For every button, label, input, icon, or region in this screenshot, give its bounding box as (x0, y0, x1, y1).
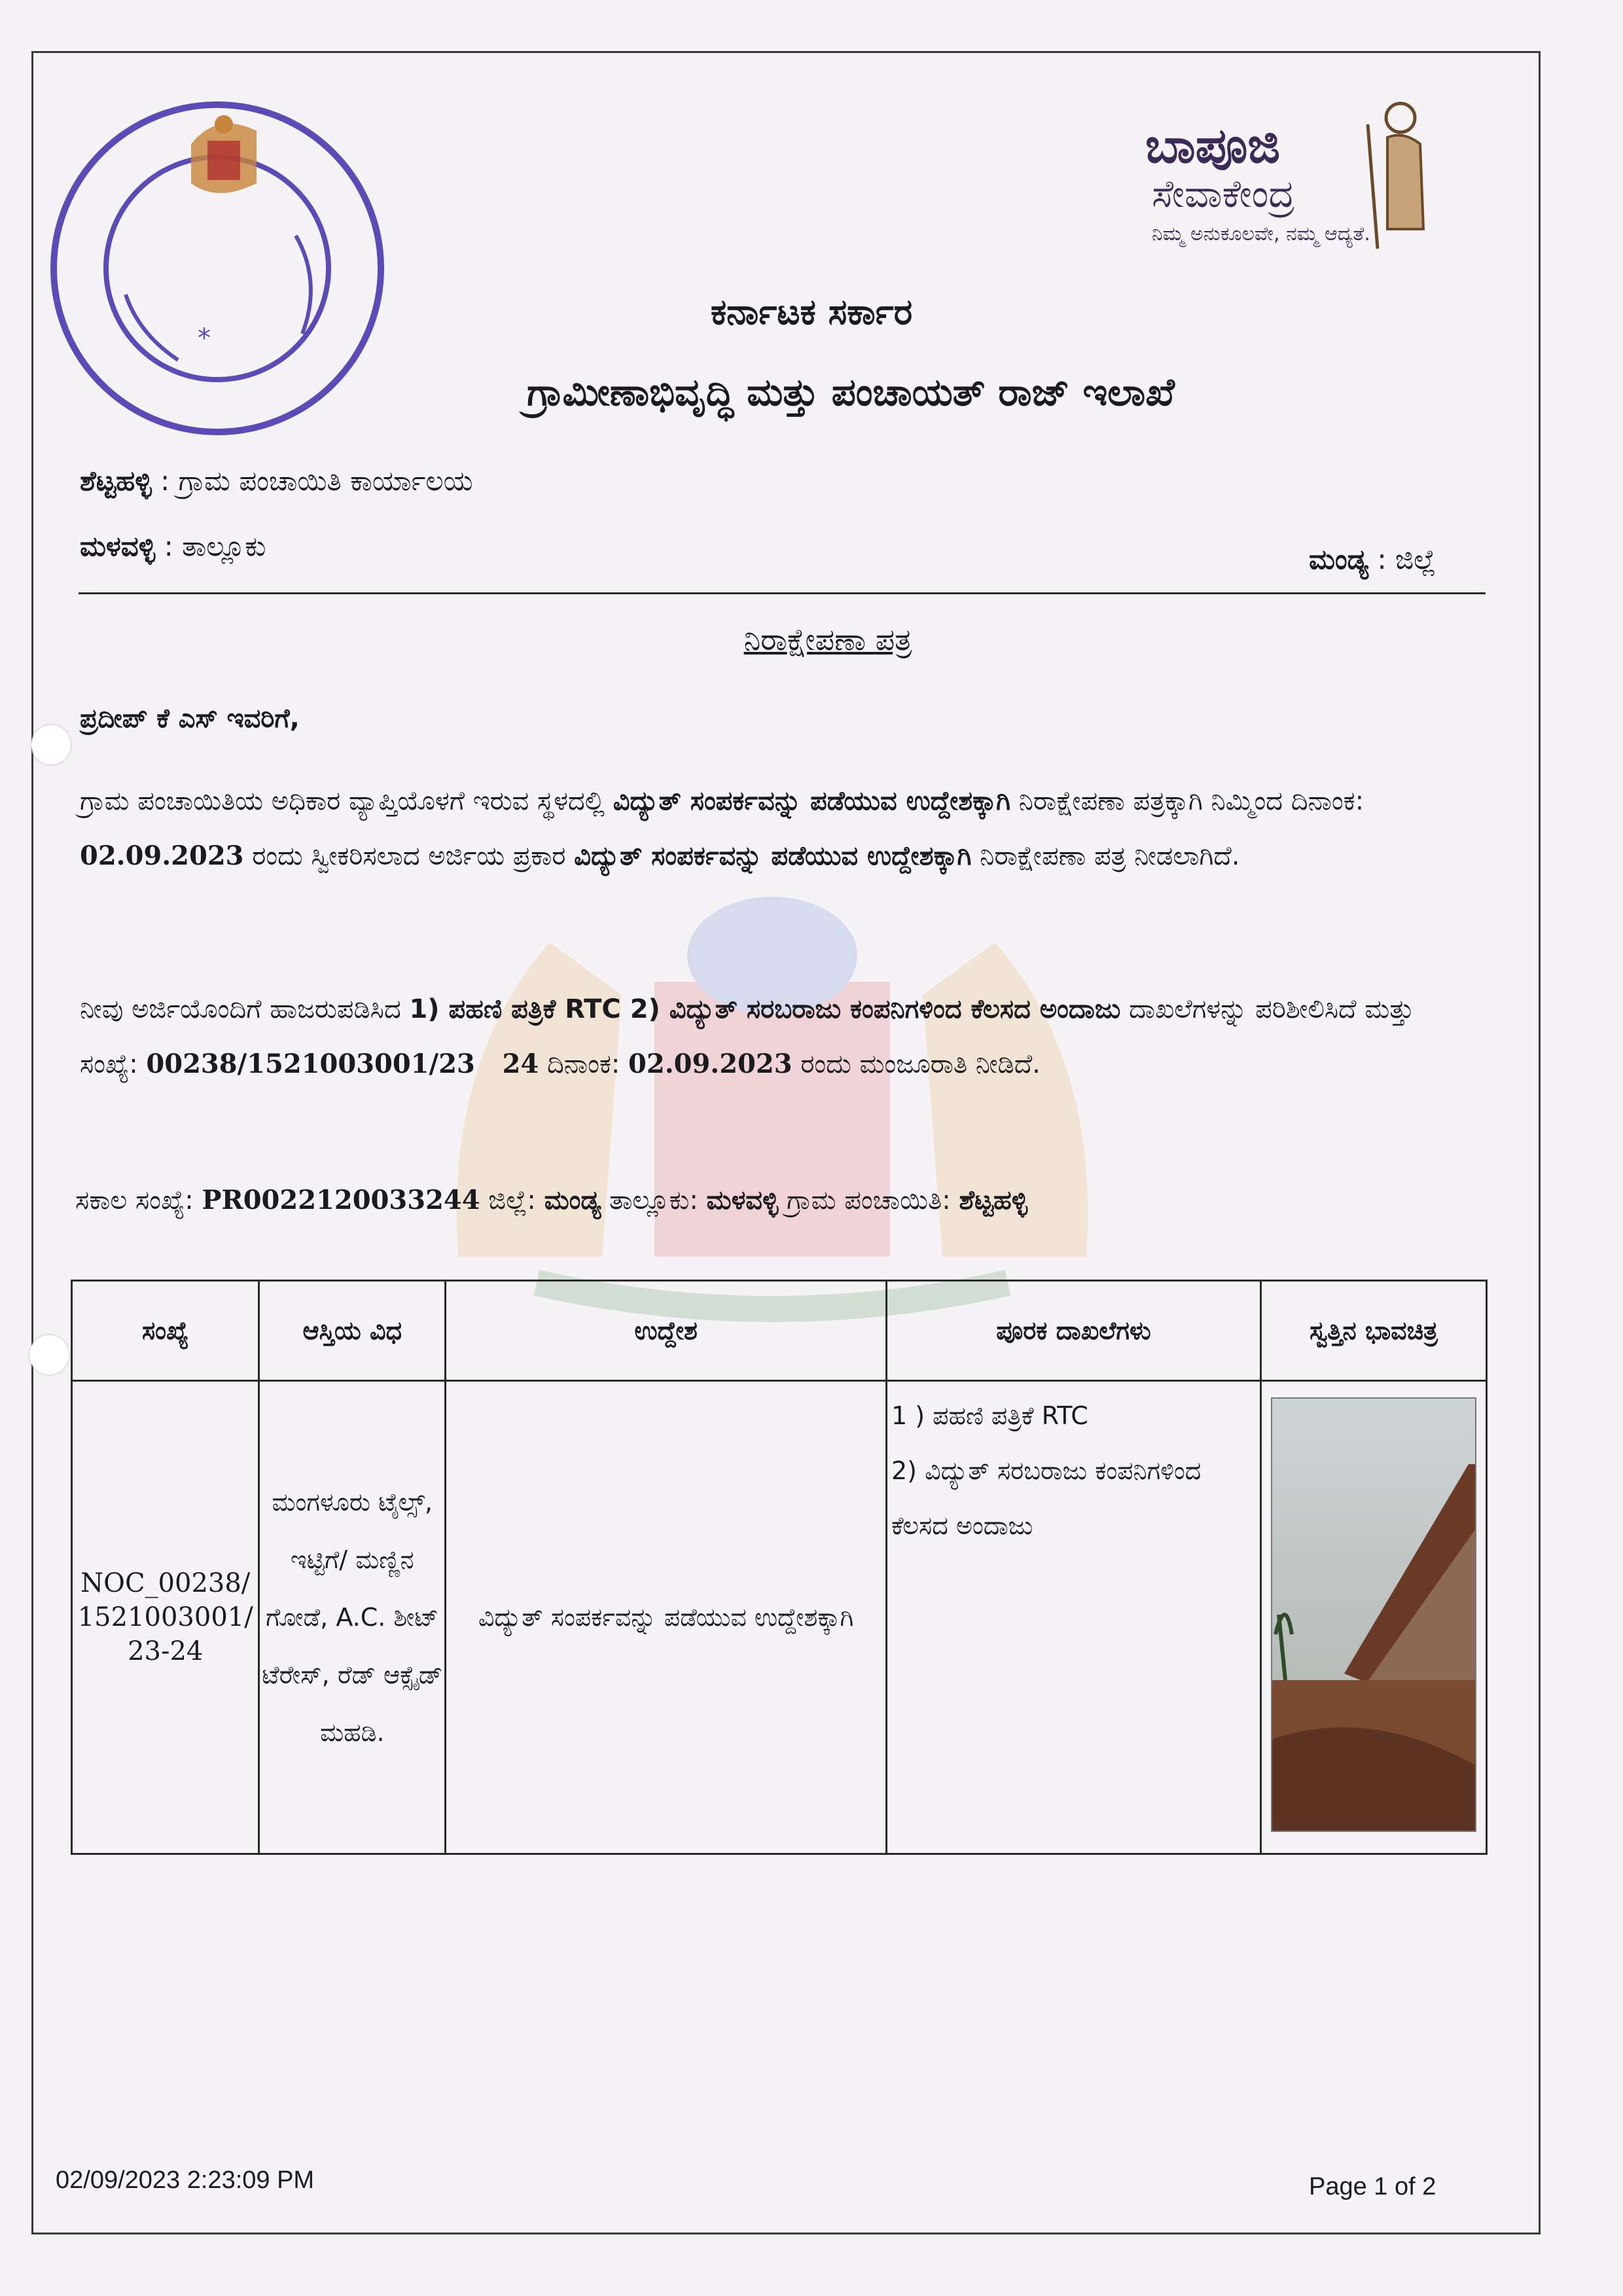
para2-text: ದಿನಾಂಕ: (539, 1049, 629, 1079)
col-header-number: ಸಂಖ್ಯೆ (72, 1281, 259, 1381)
para1-purpose: ವಿದ್ಯುತ್ ಸಂಪರ್ಕವನ್ನು ಪಡೆಯುವ ಉದ್ದೇಶಕ್ಕಾಗಿ (613, 786, 1010, 816)
sanction-number: 00238/1521003001/23 24 (146, 1049, 539, 1079)
property-photo (1271, 1397, 1476, 1832)
sakala-number: PR0022120033244 (202, 1185, 480, 1215)
supporting-documents (887, 1381, 1261, 1854)
table-row (72, 1381, 1487, 1854)
noc-number: NOC_00238/1521003001/23-24 (72, 1381, 259, 1854)
noc-table (71, 1280, 1488, 1855)
para1-text: ನಿರಾಕ್ಷೇಪಣಾ ಪತ್ರಕ್ಕಾಗಿ ನಿಮ್ಮಿಂದ ದಿನಾಂಕ: (1010, 786, 1364, 816)
logo-tagline: ನಿಮ್ಮ ಅನುಕೂಲವೇ, ನಮ್ಮ ಆದ್ಯತೆ. (1152, 223, 1370, 245)
print-datetime: 02/09/2023 2:23:09 PM (56, 2166, 315, 2194)
punch-hole (29, 1335, 69, 1374)
property-type: ಮಂಗಳೂರು ಟೈಲ್ಸ್, ಇಟ್ಟಿಗೆ/ ಮಣ್ಣಿನ ಗೋಡೆ, A.C. ಶೀಟ್ ಟೆರೇಸ್, ರೆಡ್ ಆಕ್ಸೈಡ್ ಮಹಡಿ. (259, 1381, 446, 1854)
para2-text: ನೀವು ಅರ್ಜಿಯೊಂದಿಗೆ ಹಾಜರುಪಡಿಸಿದ (80, 994, 410, 1024)
para2-documents: 1) ಪಹಣಿ ಪತ್ರಿಕೆ RTC 2) ವಿದ್ಯುತ್ ಸರಬರಾಜು ಕಂಪನಿಗಳಿಂದ ಕೆಲಸದ ಅಂದಾಜು (409, 994, 1121, 1024)
property-photo-cell (1260, 1381, 1486, 1854)
para2-text: ದಾಖಲೆಗಳನ್ನು ಪರಿಶೀಲಿಸಿದೆ ಮತ್ತು ಸಂಖ್ಯೆ: (80, 994, 1414, 1079)
logo-name: ಬಾಪೂಜಿ (1145, 118, 1281, 174)
office-suffix: : ಗ್ರಾಮ ಪಂಚಾಯಿತಿ ಕಾರ್ಯಾಲಯ (151, 465, 473, 497)
sakala-taluk: ಮಳವಳ್ಳಿ (706, 1185, 779, 1215)
sakala-label: ಸಕಾಲ ಸಂಖ್ಯೆ: (75, 1185, 202, 1215)
paragraph-2 (80, 982, 1474, 1092)
sakala-label: ಜಿಲ್ಲೆ: (480, 1185, 544, 1215)
salutation: ಪ್ರದೀಪ್ ಕೆ ಎಸ್ ಇವರಿಗೆ, (80, 704, 300, 734)
header-divider (79, 592, 1486, 594)
letter-subject: ನಿರಾಕ್ಷೇಪಣಾ ಪತ್ರ (743, 622, 912, 657)
sakala-line (75, 1185, 1027, 1215)
logo-subtitle: ಸೇವಾಕೇಂದ್ರ (1152, 171, 1295, 216)
sanction-date: 02.09.2023 (628, 1049, 793, 1079)
taluk-line (80, 530, 266, 563)
gandhi-figure-icon (1342, 98, 1446, 255)
district-line (1309, 543, 1436, 576)
purpose: ವಿದ್ಯುತ್ ಸಂಪರ್ಕವನ್ನು ಪಡೆಯುವ ಉದ್ದೇಶಕ್ಕಾಗಿ (446, 1381, 887, 1854)
department-title: ಗ್ರಾಮೀಣಾಭಿವೃದ್ಧಿ ಮತ್ತು ಪಂಚಾಯತ್ ರಾಜ್ ಇಲಾಖೆ (527, 370, 1175, 414)
application-date: 02.09.2023 (80, 840, 244, 871)
para1-text: ರಂದು ಸ್ವೀಕರಿಸಲಾದ ಅರ್ಜಿಯ ಪ್ರಕಾರ (243, 841, 575, 871)
punch-hole (31, 725, 71, 764)
taluk-suffix: : ತಾಲ್ಲೂಕು (155, 530, 266, 562)
document-item: 2) ವಿದ್ಯುತ್ ಸರಬರಾಜು ಕಂಪನಿಗಳಿಂದ ಕೆಲಸದ ಅಂದಾಜು (891, 1456, 1202, 1540)
sakala-label: ತಾಲ್ಲೂಕು: (601, 1185, 707, 1215)
office-line (80, 465, 473, 497)
taluk-name: ಮಳವಳ್ಳಿ (80, 530, 156, 562)
col-header-property-type: ಆಸ್ತಿಯ ವಿಧ (259, 1281, 446, 1381)
para2-text: ರಂದು ಮಂಜೂರಾತಿ ನೀಡಿದೆ. (792, 1049, 1041, 1079)
svg-text:*: * (198, 323, 211, 353)
table-header-row (72, 1281, 1487, 1381)
sakala-gp: ಶೆಟ್ಟಹಳ್ಳಿ (959, 1185, 1028, 1215)
office-name: ಶೆಟ್ಟಹಳ್ಳಿ (80, 465, 152, 497)
district-suffix: : ಜಿಲ್ಲೆ (1368, 543, 1436, 575)
para1-text: ನಿರಾಕ್ಷೇಪಣಾ ಪತ್ರ ನೀಡಲಾಗಿದೆ. (971, 841, 1240, 871)
para1-purpose: ವಿದ್ಯುತ್ ಸಂಪರ್ಕವನ್ನು ಪಡೆಯುವ ಉದ್ದೇಶಕ್ಕಾಗಿ (574, 841, 972, 871)
paragraph-1 (80, 774, 1474, 884)
col-header-purpose: ಉದ್ದೇಶ (446, 1281, 887, 1381)
district-name: ಮಂಡ್ಯ (1309, 543, 1369, 575)
col-header-photo: ಸ್ವತ್ತಿನ ಭಾವಚಿತ್ರ (1260, 1281, 1486, 1381)
page-number: Page 1 of 2 (1309, 2173, 1436, 2200)
karnataka-emblem-watermark (406, 864, 1139, 1335)
government-title: ಕರ್ನಾಟಕ ಸರ್ಕಾರ (710, 291, 913, 332)
para1-text: ಗ್ರಾಮ ಪಂಚಾಯಿತಿಯ ಅಧಿಕಾರ ವ್ಯಾಪ್ತಿಯೊಳಗೆ ಇರುವ ಸ್ಥಳದಲ್ಲಿ (80, 786, 613, 816)
sakala-district: ಮಂಡ್ಯ (544, 1185, 601, 1215)
document-item: 1 ) ಪಹಣಿ ಪತ್ರಿಕೆ RTC (891, 1401, 1088, 1430)
col-header-documents: ಪೂರಕ ದಾಖಲೆಗಳು (887, 1281, 1261, 1381)
sakala-label: ಗ್ರಾಮ ಪಂಚಾಯಿತಿ: (778, 1185, 959, 1215)
bapuji-seva-kendra-logo (1139, 98, 1446, 255)
